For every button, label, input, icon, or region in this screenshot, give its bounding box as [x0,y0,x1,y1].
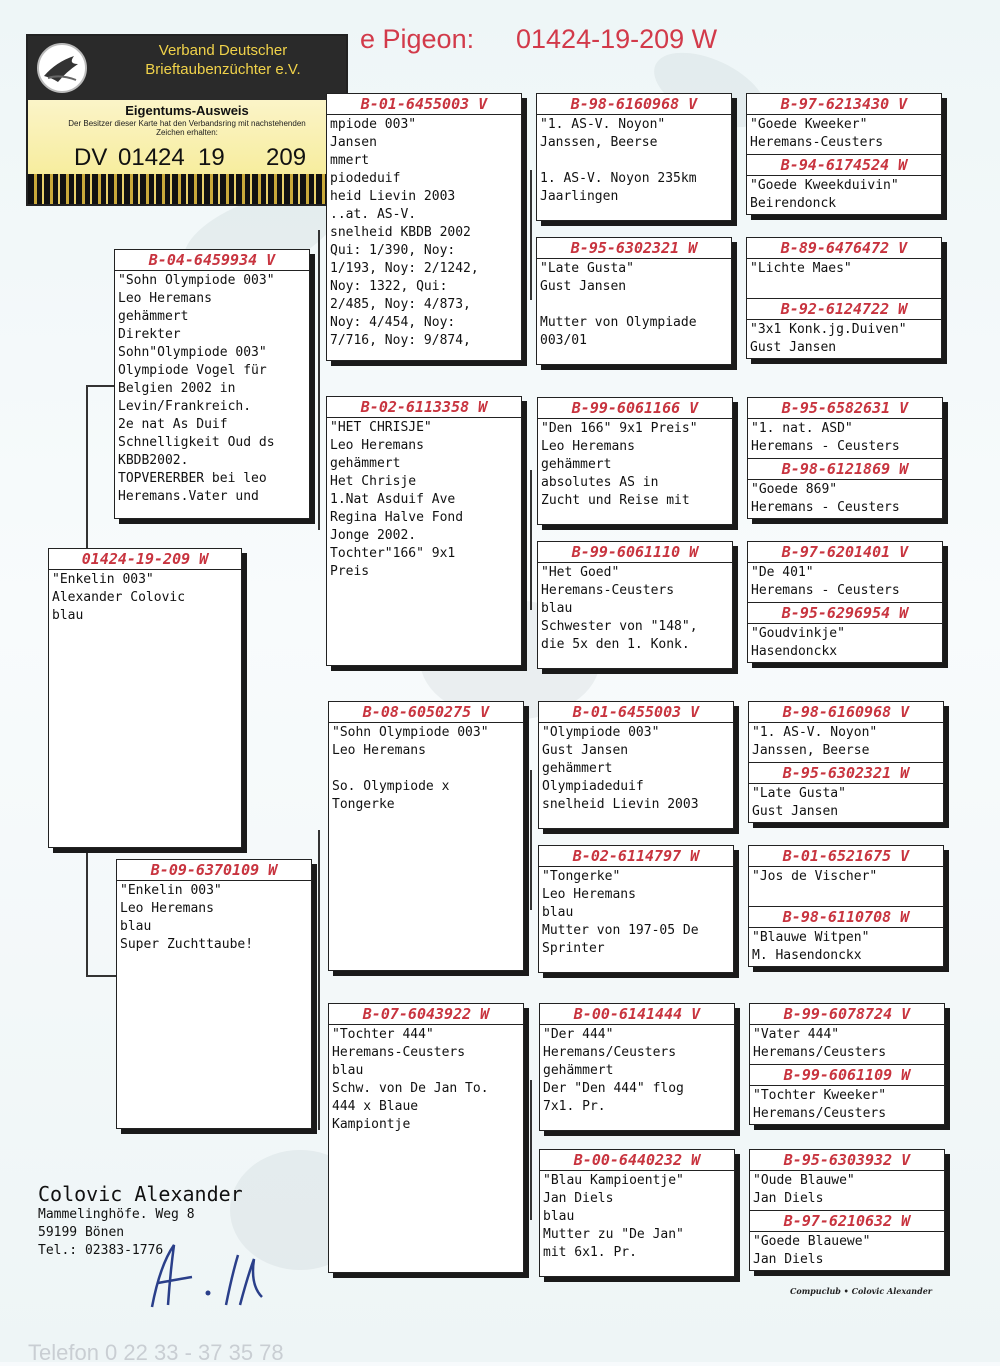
pigeon-info: "Tongerke" Leo Heremans blau Mutter von 197-05 De Sprinter [542,869,699,956]
card-organisation [98,41,348,79]
ring-number: B-99-6078724 V [750,1004,944,1025]
pedigree-grandmother-paternal [326,396,522,666]
pigeon-info: "Olympiode 003" Gust Jansen gehämmert Olympiadeduif snelheid Lievin 2003 [542,725,699,812]
card-org-line1: Verband Deutscher [158,42,288,59]
pedigree-great-grandparent [539,1003,735,1131]
card-body [28,100,346,174]
ring-number: B-99-6061110 W [538,542,732,563]
pigeon-info: "Goede Kweekduivin" Beirendonck [750,178,899,211]
ownership-card [26,34,348,206]
pigeon-info: "Tochter 444" Heremans-Ceusters blau Schw. von De Jan To. 444 x Blaue Kampiontje [332,1027,489,1132]
pigeon-info: "1. AS-V. Noyon" Janssen, Beerse 1. AS-V. Noyon 235km Jaarlingen [540,117,697,204]
owner-phone: Tel.: 02383-1776 [38,1243,164,1258]
pedigree-subject [48,548,242,848]
pigeon-info: "Tochter Kweeker" Heremans/Ceusters [753,1088,887,1121]
pigeon-info: "HET CHRISJE" Leo Heremans gehämmert Het Chrisje 1.Nat Asduif Ave Regina Halve Fond Jonge 2002. Tochter"166" 9x1 Preis [330,420,464,579]
card-header [28,36,346,100]
footer-phone: Telefon 0 22 33 - 37 35 78 [28,1340,284,1365]
ring-number: B-95-6296954 W [748,602,942,624]
title-prefix: e Pigeon: [360,24,475,54]
software-credit: Compuclub • Colovic Alexander [790,1286,933,1296]
pedigree-pair-box [747,397,943,519]
pigeon-info: "Den 166" 9x1 Preis" Leo Heremans gehämmert absolutes AS in Zucht und Reise mit [541,421,698,508]
ring-number: B-00-6141444 V [540,1004,734,1025]
pigeon-info: "Blauwe Witpen" M. Hasendonckx [752,930,870,963]
pedigree-great-grandparent [536,93,732,221]
pigeon-info: "Blau Kampioentje" Jan Diels blau Mutter zu "De Jan" mit 6x1. Pr. [543,1173,684,1260]
ring-number: B-89-6476472 V [747,238,941,259]
ring-number: B-97-6210632 W [750,1210,944,1232]
pigeon-logo-icon [34,42,90,94]
pedigree-grandfather-paternal [326,93,522,361]
pedigree-great-grandparent [538,845,734,973]
ring-number: 01424-19-209 W [49,549,241,570]
ring-number: B-07-6043922 W [329,1004,523,1025]
pedigree-grandmother-maternal [328,1003,524,1273]
ring-number: B-97-6213430 V [747,94,941,115]
card-subtitle: Eigentums-Ausweis [125,103,249,118]
ring-number: B-01-6521675 V [749,846,943,867]
owner-city: 59199 Bönen [38,1225,125,1240]
pigeon-info: "De 401" Heremans - Ceusters [751,565,900,598]
ring-number: B-99-6061166 V [538,398,732,419]
title-ring-number: 01424-19-209 W [516,24,718,54]
ring-number: B-00-6440232 W [540,1150,734,1171]
connector-line [318,830,320,1130]
pigeon-info: "Sohn Olympiode 003" Leo Heremans gehämmert Direkter Sohn"Olympiode 003" Olympiode Vogel für Belgien 2002 in Levin/Frankreich. 2e nat As Duif Schnelligkeit Oud ds KBDB2002. TOPVERERBER bei leo Heremans.Vater und [118,273,275,504]
pedigree-pair-box [746,93,942,215]
card-pattern-strip [28,174,346,204]
pigeon-info: "Het Goed" Heremans-Ceusters blau Schwester von "148", die 5x den 1. Konk. [541,565,698,652]
title-ring [516,24,717,55]
ring-number: B-01-6455003 V [539,702,733,723]
pedigree-grandfather-maternal [328,701,524,971]
pedigree-pair-box [747,541,943,663]
page-title [360,24,474,55]
card-code: DV [74,144,108,171]
card-org-line2: Brieftaubenzüchter e.V. [145,61,301,78]
ring-number: B-98-6110708 W [749,906,943,928]
pigeon-info: "Goede Kweeker" Heremans-Ceusters [750,117,884,150]
connector-line [86,385,116,387]
pigeon-info: "Late Gusta" Gust Jansen Mutter von Olympiade 003/01 [540,261,697,348]
pigeon-info: "Goede Blauewe" Jan Diels [753,1234,871,1267]
ring-number: B-92-6124722 W [747,298,941,320]
pedigree-great-grandparent [538,701,734,829]
pigeon-info: "3x1 Konk.jg.Duiven" Gust Jansen [750,322,907,355]
card-serial: 209 [266,144,307,171]
pedigree-pair-box [748,845,944,967]
pigeon-info: "Enkelin 003" Alexander Colovic blau [52,572,186,623]
signature-icon [140,1235,280,1315]
pigeon-info: "1. nat. ASD" Heremans - Ceusters [751,421,900,454]
pigeon-info: "Goede 869" Heremans - Ceusters [751,482,900,515]
pedigree-great-grandparent [537,541,733,669]
pigeon-info: "Der 444" Heremans/Ceusters gehämmert Der "Den 444" flog 7x1. Pr. [543,1027,684,1114]
connector-line [530,470,532,610]
connector-line [530,1080,532,1220]
owner-street: Mammelinghöfe. Weg 8 [38,1207,195,1222]
ring-number: B-94-6174524 W [747,154,941,176]
ring-number: B-02-6113358 W [327,397,521,418]
pedigree-pair-box [746,237,942,359]
pigeon-info: "Goudvinkje" Hasendonckx [751,626,845,659]
pedigree-pair-box [749,1149,945,1271]
owner-name: Colovic Alexander [38,1182,243,1206]
card-note: Der Besitzer dieser Karte hat den Verbandsring mit nachstehenden Zeichen erhalten: [68,119,306,137]
pigeon-info: "Vater 444" Heremans/Ceusters [753,1027,887,1060]
pedigree-pair-box [748,701,944,823]
ring-number: B-98-6160968 V [749,702,943,723]
ring-number: B-95-6302321 W [537,238,731,259]
card-number: 01424 [118,144,185,171]
ring-number: B-98-6160968 V [537,94,731,115]
ring-number: B-95-6303932 V [750,1150,944,1171]
pigeon-info: "Jos de Vischer" [752,869,878,884]
pigeon-info: "Enkelin 003" Leo Heremans blau Super Zuchttaube! [120,883,254,952]
pedigree-great-grandparent [537,397,733,525]
ring-number: B-02-6114797 W [539,846,733,867]
pigeon-info: "Late Gusta" Gust Jansen [752,786,846,819]
ring-number: B-09-6370109 W [117,860,311,881]
ring-number: B-95-6302321 W [749,762,943,784]
card-year: 19 [198,144,225,171]
connector-line [530,170,532,300]
pigeon-info: mpiode 003" Jansen mmert piodeduif heid Lievin 2003 ..at. AS-V. snelheid KBDB 2002 Qui: 1/390, Noy: 1/193, Noy: 2/1242, Noy: 1322, Qui: 2/485, Noy: 4/873, Noy: 4/454, Noy: 7/716, Noy: 9/874, [330,117,479,348]
pigeon-info: "Lichte Maes" [750,261,852,276]
ring-number: B-98-6121869 W [748,458,942,480]
ring-number: B-95-6582631 V [748,398,942,419]
pedigree-great-grandparent [536,237,732,365]
connector-line [86,975,116,977]
pigeon-info: "1. AS-V. Noyon" Janssen, Beerse [752,725,878,758]
pigeon-info: "Oude Blauwe" Jan Diels [753,1173,855,1206]
connector-line [318,230,320,530]
ring-number: B-04-6459934 V [115,250,309,271]
pigeon-info: "Sohn Olympiode 003" Leo Heremans So. Olympiode x Tongerke [332,725,489,812]
ring-number: B-97-6201401 V [748,542,942,563]
pedigree-father [114,249,310,519]
ring-number: B-08-6050275 V [329,702,523,723]
pedigree-great-grandparent [539,1149,735,1277]
ring-number: B-01-6455003 V [327,94,521,115]
ring-number: B-99-6061109 W [750,1064,944,1086]
pedigree-mother [116,859,312,1129]
pedigree-pair-box [749,1003,945,1125]
connector-line [530,770,532,910]
